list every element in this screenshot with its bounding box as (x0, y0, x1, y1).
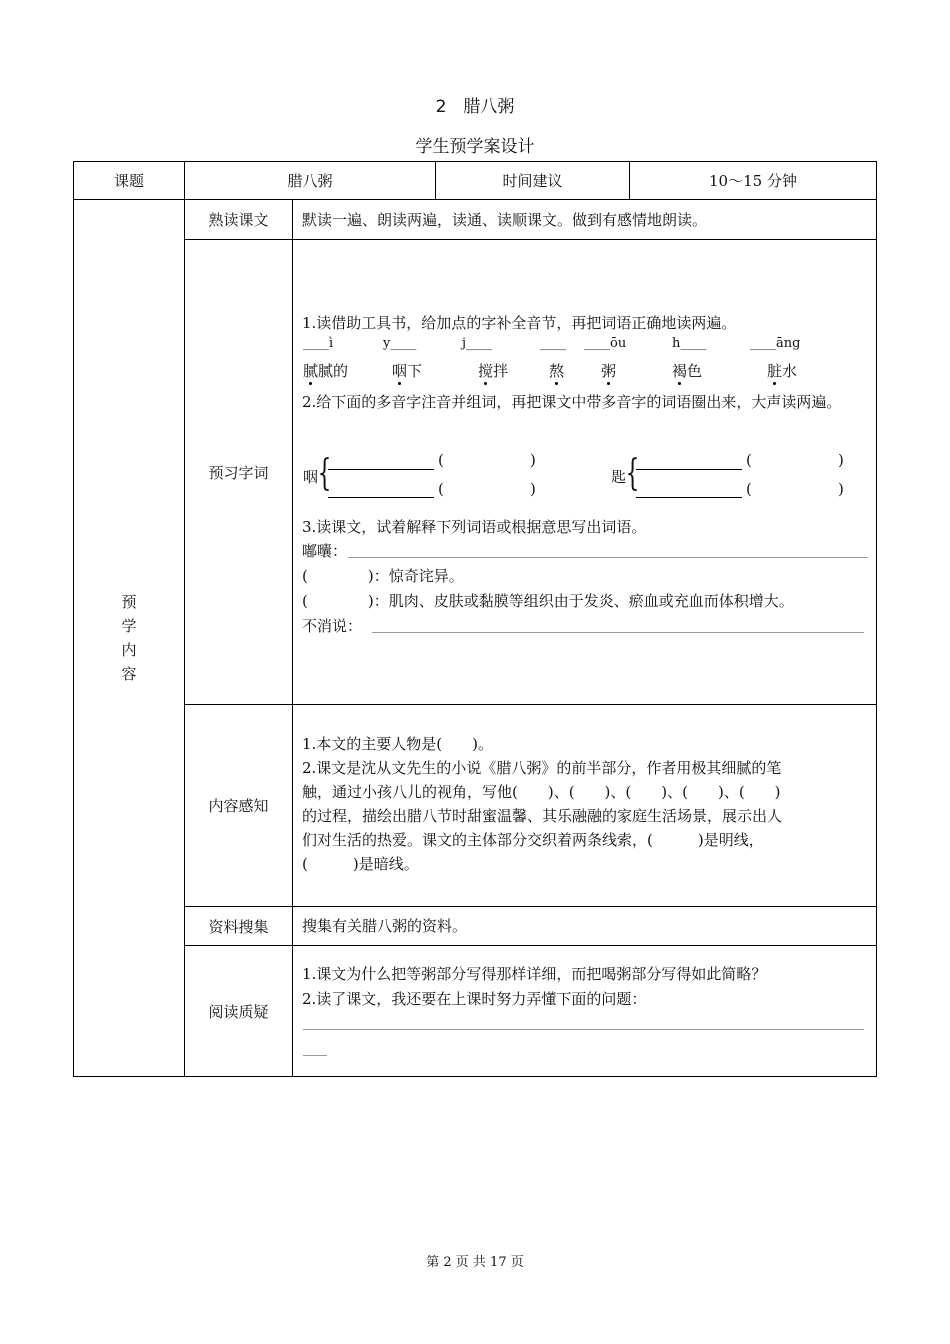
pinyin-item: ____ì (303, 336, 334, 351)
read-text: 默读一遍、朗读两遍，读通、读顺课文。做到有感情地朗读。 (302, 211, 708, 229)
words-q1: 1.读借助工具书，给加点的字补全音节，再把词语正确地读两遍。 (302, 314, 737, 332)
page-subtitle: 学生预学案设计 (415, 137, 535, 157)
paren-open: ( (746, 480, 752, 498)
answer-line (328, 497, 434, 498)
content-lines (302, 732, 872, 876)
brace-icon: { (625, 453, 640, 494)
pinyin-item: h____ (672, 336, 707, 351)
answer-line (636, 469, 742, 470)
vocab-word: 褐色 (672, 362, 703, 380)
vocab-word: 腻腻的 (303, 362, 349, 380)
words-q3: 3.读课文，试着解释下列词语或根据意思写出词语。 (302, 518, 647, 536)
vocab-word: 脏水 (767, 362, 798, 380)
def-text: ( )：惊奇诧异。 (302, 567, 464, 585)
materials-label: 资料搜集 (208, 917, 269, 936)
content-line: 1.本文的主要人物是( )。 (302, 735, 494, 753)
page-title: 2 腊八粥 (435, 97, 515, 117)
paren-open: ( (746, 451, 752, 469)
paren-close: ) (838, 451, 844, 469)
pinyin-item: j____ (462, 336, 493, 351)
words-q2: 2.给下面的多音字注音并组词，再把课文中带多音字的词语圈出来，大声读两遍。 (302, 393, 842, 411)
answer-line (303, 1055, 327, 1056)
paren-open: ( (438, 480, 444, 498)
side-char: 预 (121, 593, 137, 611)
side-char: 内 (121, 641, 137, 659)
read-label: 熟读课文 (208, 211, 269, 229)
def-label: 嘟囔： (302, 542, 348, 560)
def-text: ( )：肌肉、皮肤或黏膜等组织由于发炎、瘀血或充血而体积增大。 (302, 592, 794, 610)
content-line: 的过程，描绘出腊八节时甜蜜温馨、其乐融融的家庭生活场景，展示出人 (302, 807, 783, 825)
content-line: 触，通过小孩八儿的视角，写他( )、( )、( )、( )、( ) (302, 783, 781, 801)
answer-line (348, 557, 868, 558)
content-label: 内容感知 (208, 797, 269, 815)
paren-close: ) (530, 451, 536, 469)
vocab-word: 粥 (601, 362, 617, 380)
preview-content-label (74, 590, 184, 686)
content-line: 2.课文是沈从文先生的小说《腊八粥》的前半部分，作者用极其细腻的笔 (302, 759, 782, 777)
answer-line (303, 1029, 864, 1030)
page-footer: 第 2 页 共 17 页 (426, 1255, 524, 1270)
vocab-word: 咽下 (392, 362, 423, 380)
words-label: 预习字词 (208, 463, 269, 482)
col-divider (292, 199, 293, 1077)
pinyin-item: ____āng (750, 336, 801, 351)
polyphone-char: 咽 (303, 468, 319, 486)
side-char: 容 (121, 665, 137, 683)
pinyin-item: ____ (540, 336, 566, 351)
answer-line (328, 469, 434, 470)
pinyin-item: y____ (383, 336, 417, 351)
vocab-word: 搅拌 (478, 362, 509, 380)
answer-line (636, 497, 742, 498)
time-label: 时间建议 (502, 172, 563, 190)
question-1: 1.课文为什么把等粥部分写得那样详细，而把喝粥部分写得如此简略？ (302, 965, 767, 983)
paren-close: ) (838, 480, 844, 498)
topic-label: 课题 (113, 172, 144, 190)
polyphone-char: 匙 (611, 468, 627, 486)
pinyin-item: ____ōu (584, 336, 627, 351)
materials-text: 搜集有关腊八粥的资料。 (302, 917, 468, 935)
brace-icon: { (317, 453, 332, 494)
time-value: 10～15 分钟 (709, 172, 797, 190)
paren-open: ( (438, 451, 444, 469)
content-line: ( )是暗线。 (302, 855, 419, 873)
side-char: 学 (121, 617, 137, 635)
questions-label: 阅读质疑 (208, 1002, 269, 1021)
def-label: 不消说： (302, 617, 363, 635)
answer-line (372, 632, 864, 633)
topic-value: 腊八粥 (287, 172, 333, 190)
content-line: 们对生活的热爱。课文的主体部分交织着两条线索，( )是明线， (302, 831, 764, 849)
question-2: 2.读了课文，我还要在上课时努力弄懂下面的问题： (302, 990, 647, 1008)
paren-close: ) (530, 480, 536, 498)
vocab-word: 熬 (549, 362, 565, 380)
